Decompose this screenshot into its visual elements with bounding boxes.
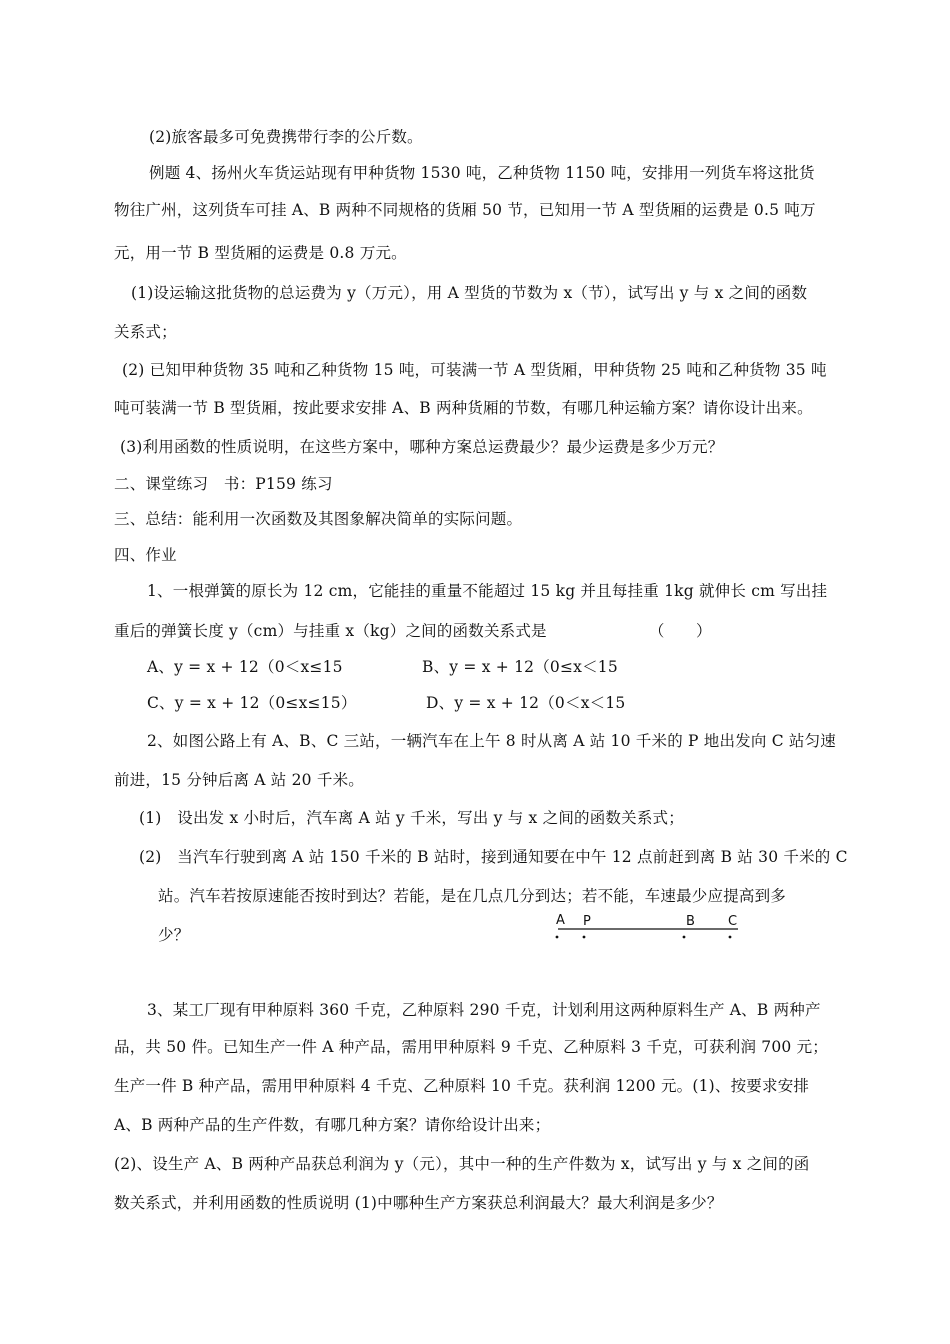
text-line: 例题 4、扬州火车货运站现有甲种货物 1530 吨，乙种货物 1150 吨，安排用一列货车将这批货	[149, 164, 815, 182]
text-line: 关系式；	[114, 323, 177, 341]
text-line: (3)利用函数的性质说明，在这些方案中，哪种方案总运费最少？最少运费是多少万元？	[120, 438, 724, 456]
section-heading: 四、作业	[114, 546, 177, 564]
text-line: 物往广州，这列货车可挂 A、B 两种不同规格的货厢 50 节，已知用一节 A 型货厢的运费是 0.5 吨万	[114, 201, 816, 219]
text-line: 少？	[158, 926, 190, 944]
text-line: 前进，15 分钟后离 A 站 20 千米。	[114, 771, 364, 789]
text-line: 1、一根弹簧的原长为 12 cm，它能挂的重量不能超过 15 kg 并且每挂重 1kg 就伸长 cm 写出挂	[147, 582, 828, 600]
text-line: 2、如图公路上有 A、B、C 三站，一辆汽车在上午 8 时从离 A 站 10 千米的 P 地出发向 C 站匀速	[147, 732, 836, 750]
text-line: (2)旅客最多可免费携带行李的公斤数。	[149, 128, 423, 146]
option-b: B、y = x + 12（0≤x＜15	[422, 658, 618, 676]
text-line: (2) 已知甲种货物 35 吨和乙种货物 15 吨，可装满一节 A 型货厢，甲种货物 25 吨和乙种货物 35 吨	[122, 361, 827, 379]
text-line: 重后的弹簧长度 y（cm）与挂重 x（kg）之间的函数关系式是 （ ）	[114, 622, 712, 640]
station-c-label: C	[728, 914, 738, 929]
station-a-label: A	[556, 913, 565, 928]
option-a: A、y = x + 12（0＜x≤15	[147, 658, 343, 676]
station-c-dot	[729, 936, 732, 939]
section-heading: 三、总结：能利用一次函数及其图象解决简单的实际问题。	[114, 510, 523, 528]
text-line: 3、某工厂现有甲种原料 360 千克，乙种原料 290 千克，计划利用这两种原料生产 A、B 两种产	[147, 1001, 821, 1019]
text-line: 生产一件 B 种产品，需用甲种原料 4 千克、乙种原料 10 千克。获利润 1200 元。(1)、按要求安排	[114, 1077, 810, 1095]
station-b-dot	[683, 936, 686, 939]
section-heading: 二、课堂练习 书：P159 练习	[114, 475, 333, 493]
text-line: (1) 设出发 x 小时后，汽车离 A 站 y 千米，写出 y 与 x 之间的函数关系式；	[139, 809, 684, 827]
station-a-dot	[556, 936, 559, 939]
option-c: C、y = x + 12（0≤x≤15）	[147, 694, 357, 712]
road-line-svg	[552, 914, 752, 948]
text-line: (1)设运输这批货物的总运费为 y（万元），用 A 型货的节数为 x（节），试写出 y 与 x 之间的函数	[131, 284, 808, 302]
text-line: (2) 当汽车行驶到离 A 站 150 千米的 B 站时，接到通知要在中午 12 点前赶到离 B 站 30 千米的 C	[139, 848, 848, 866]
text-line: (2)、设生产 A、B 两种产品获总利润为 y（元），其中一种的生产件数为 x，试写出 y 与 x 之间的函	[114, 1155, 810, 1173]
text-line: 元，用一节 B 型货厢的运费是 0.8 万元。	[114, 244, 407, 262]
road-diagram	[552, 914, 752, 948]
text-line: 数关系式，并利用函数的性质说明 (1)中哪种生产方案获总利润最大？最大利润是多少？	[114, 1194, 723, 1212]
option-d: D、y = x + 12（0＜x＜15	[426, 694, 626, 712]
station-b-label: B	[686, 914, 695, 929]
text-line: 吨可装满一节 B 型货厢，按此要求安排 A、B 两种货厢的节数，有哪几种运输方案？请你设计出来。	[114, 399, 813, 417]
text-line: 站。汽车若按原速能否按时到达？若能，是在几点几分到达；若不能，车速最少应提高到多	[158, 887, 787, 905]
point-p-dot	[583, 936, 586, 939]
text-line: A、B 两种产品的生产件数，有哪几种方案？请你给设计出来；	[114, 1116, 551, 1134]
point-p-label: P	[583, 914, 591, 929]
text-line: 品，共 50 件。已知生产一件 A 种产品，需用甲种原料 9 千克、乙种原料 3 千克，可获利润 700 元；	[114, 1038, 828, 1056]
